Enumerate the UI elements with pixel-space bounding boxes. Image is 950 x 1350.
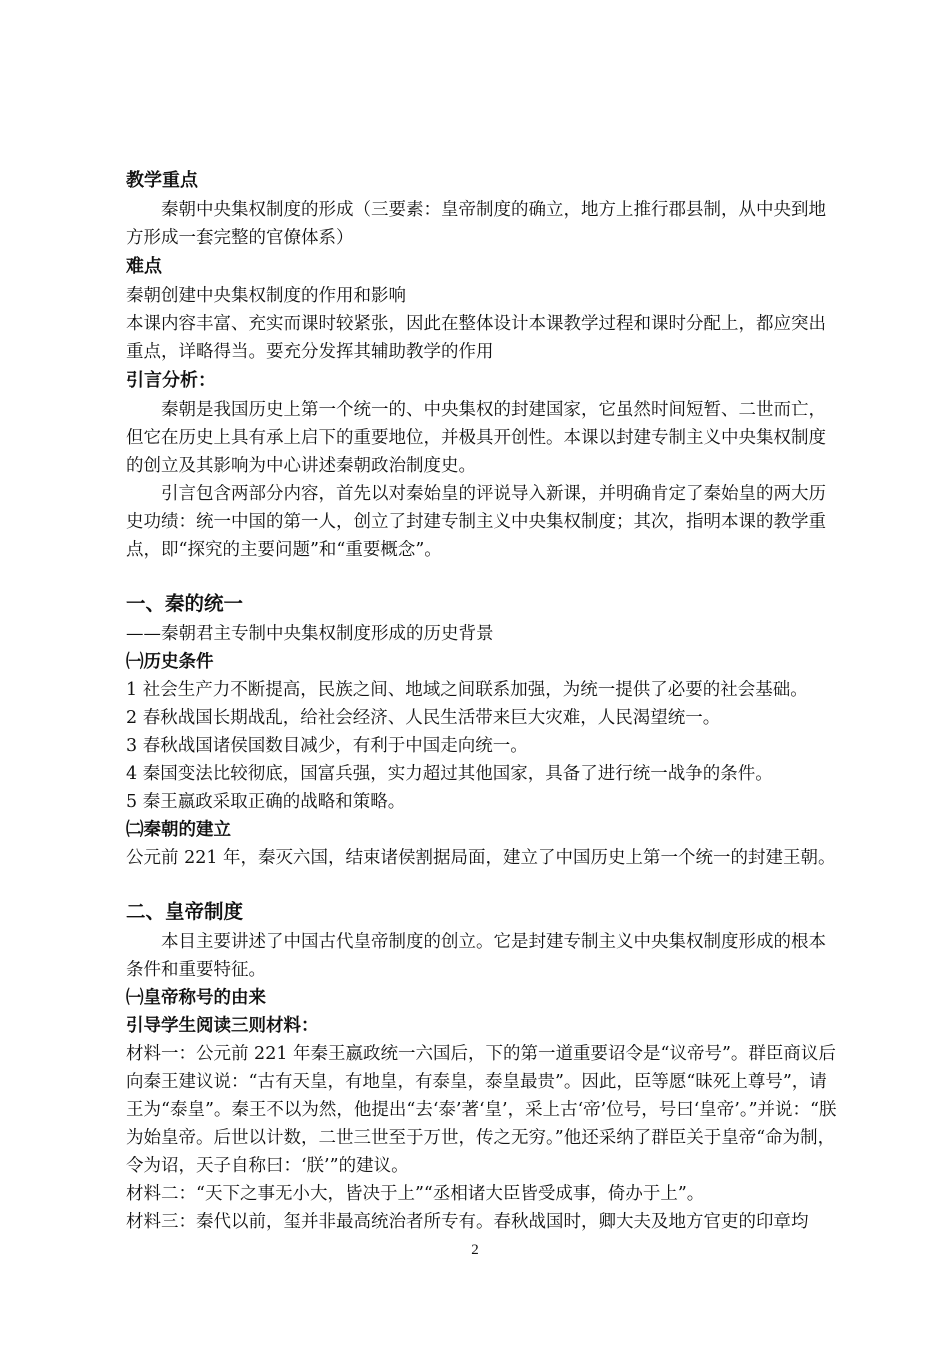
condition-item: 4 秦国变法比较彻底，国富兵强，实力超过其他国家，具备了进行统一战争的条件。 [126, 764, 773, 784]
material-1: 材料一：公元前 221 年秦王嬴政统一六国后，下的第一道重要诏令是“议帝号”。群臣商议后向秦王建议说：“古有天皇，有地皇，有泰皇，泰皇最贵”。因此，臣等愿“昧死上尊号”，请王为“泰皇”。秦王不以为然，他提出“去‘泰’著‘皇’，采上古‘帝’位号，号曰‘皇帝’。”并说：“朕为始皇帝。后世以计数，二世三世至于万世，传之无穷。”他还采纳了群臣关于皇帝“命为制，令为诏，天子自称曰：‘朕’”的建议。 [126, 1044, 837, 1176]
key-points-heading: 教学重点 [126, 170, 198, 191]
condition-item: 3 春秋战国诸侯国数目减少，有利于中国走向统一。 [126, 736, 528, 756]
difficulty-note: 本课内容丰富、充实而课时较紧张，因此在整体设计本课教学过程和课时分配上，都应突出重点，详略得当。要充分发挥其辅助教学的作用 [126, 314, 826, 362]
difficulty-heading: 难点 [126, 256, 162, 277]
key-points-text: 秦朝中央集权制度的形成（三要素：皇帝制度的确立，地方上推行郡县制，从中央到地方形成一套完整的官僚体系） [126, 200, 826, 248]
condition-item: 5 秦王嬴政采取正确的战略和策略。 [126, 792, 406, 812]
part2-intro: 本目主要讲述了中国古代皇帝制度的创立。它是封建专制主义中央集权制度形成的根本条件和重要特征。 [126, 932, 826, 980]
part1-heading: 一、秦的统一 [126, 592, 244, 615]
material-3: 材料三：秦代以前，玺并非最高统治者所专有。春秋战国时，卿大夫及地方官吏的印章均 [126, 1212, 809, 1232]
spacer [126, 564, 842, 588]
condition-item: 1 社会生产力不断提高，民族之间、地域之间联系加强，为统一提供了必要的社会基础。 [126, 680, 808, 700]
material-2: 材料二：“天下之事无小大，皆决于上”“丞相诸大臣皆受成事，倚办于上”。 [126, 1184, 705, 1204]
emperor-title-origin-heading: ㈠皇帝称号的由来 [126, 988, 266, 1008]
intro-paragraph-1: 秦朝是我国历史上第一个统一的、中央集权的封建国家，它虽然时间短暂、二世而亡，但它在历史上具有承上启下的重要地位，并极具开创性。本课以封建专制主义中央集权制度的创立及其影响为中心讲述秦朝政治制度史。 [126, 400, 826, 476]
difficulty-text: 秦朝创建中央集权制度的作用和影响 [126, 286, 406, 306]
intro-heading: 引言分析： [126, 370, 216, 391]
part2-heading: 二、皇帝制度 [126, 900, 244, 923]
qin-founding-heading: ㈡秦朝的建立 [126, 820, 231, 840]
page-number: 2 [471, 1242, 479, 1258]
reading-guide-heading: 引导学生阅读三则材料： [126, 1016, 319, 1036]
part1-subtitle: ——秦朝君主专制中央集权制度形成的历史背景 [126, 624, 494, 644]
intro-paragraph-2: 引言包含两部分内容，首先以对秦始皇的评说导入新课，并明确肯定了秦始皇的两大历史功绩：统一中国的第一人，创立了封建专制主义中央集权制度；其次，指明本课的教学重点，即“探究的主要问题”和“重要概念”。 [126, 484, 826, 560]
spacer [126, 872, 842, 896]
historical-conditions-heading: ㈠历史条件 [126, 652, 214, 672]
page-content [126, 166, 842, 1236]
qin-founding-text: 公元前 221 年，秦灭六国，结束诸侯割据局面，建立了中国历史上第一个统一的封建王朝。 [126, 848, 836, 868]
condition-item: 2 春秋战国长期战乱，给社会经济、人民生活带来巨大灾难，人民渴望统一。 [126, 708, 721, 728]
